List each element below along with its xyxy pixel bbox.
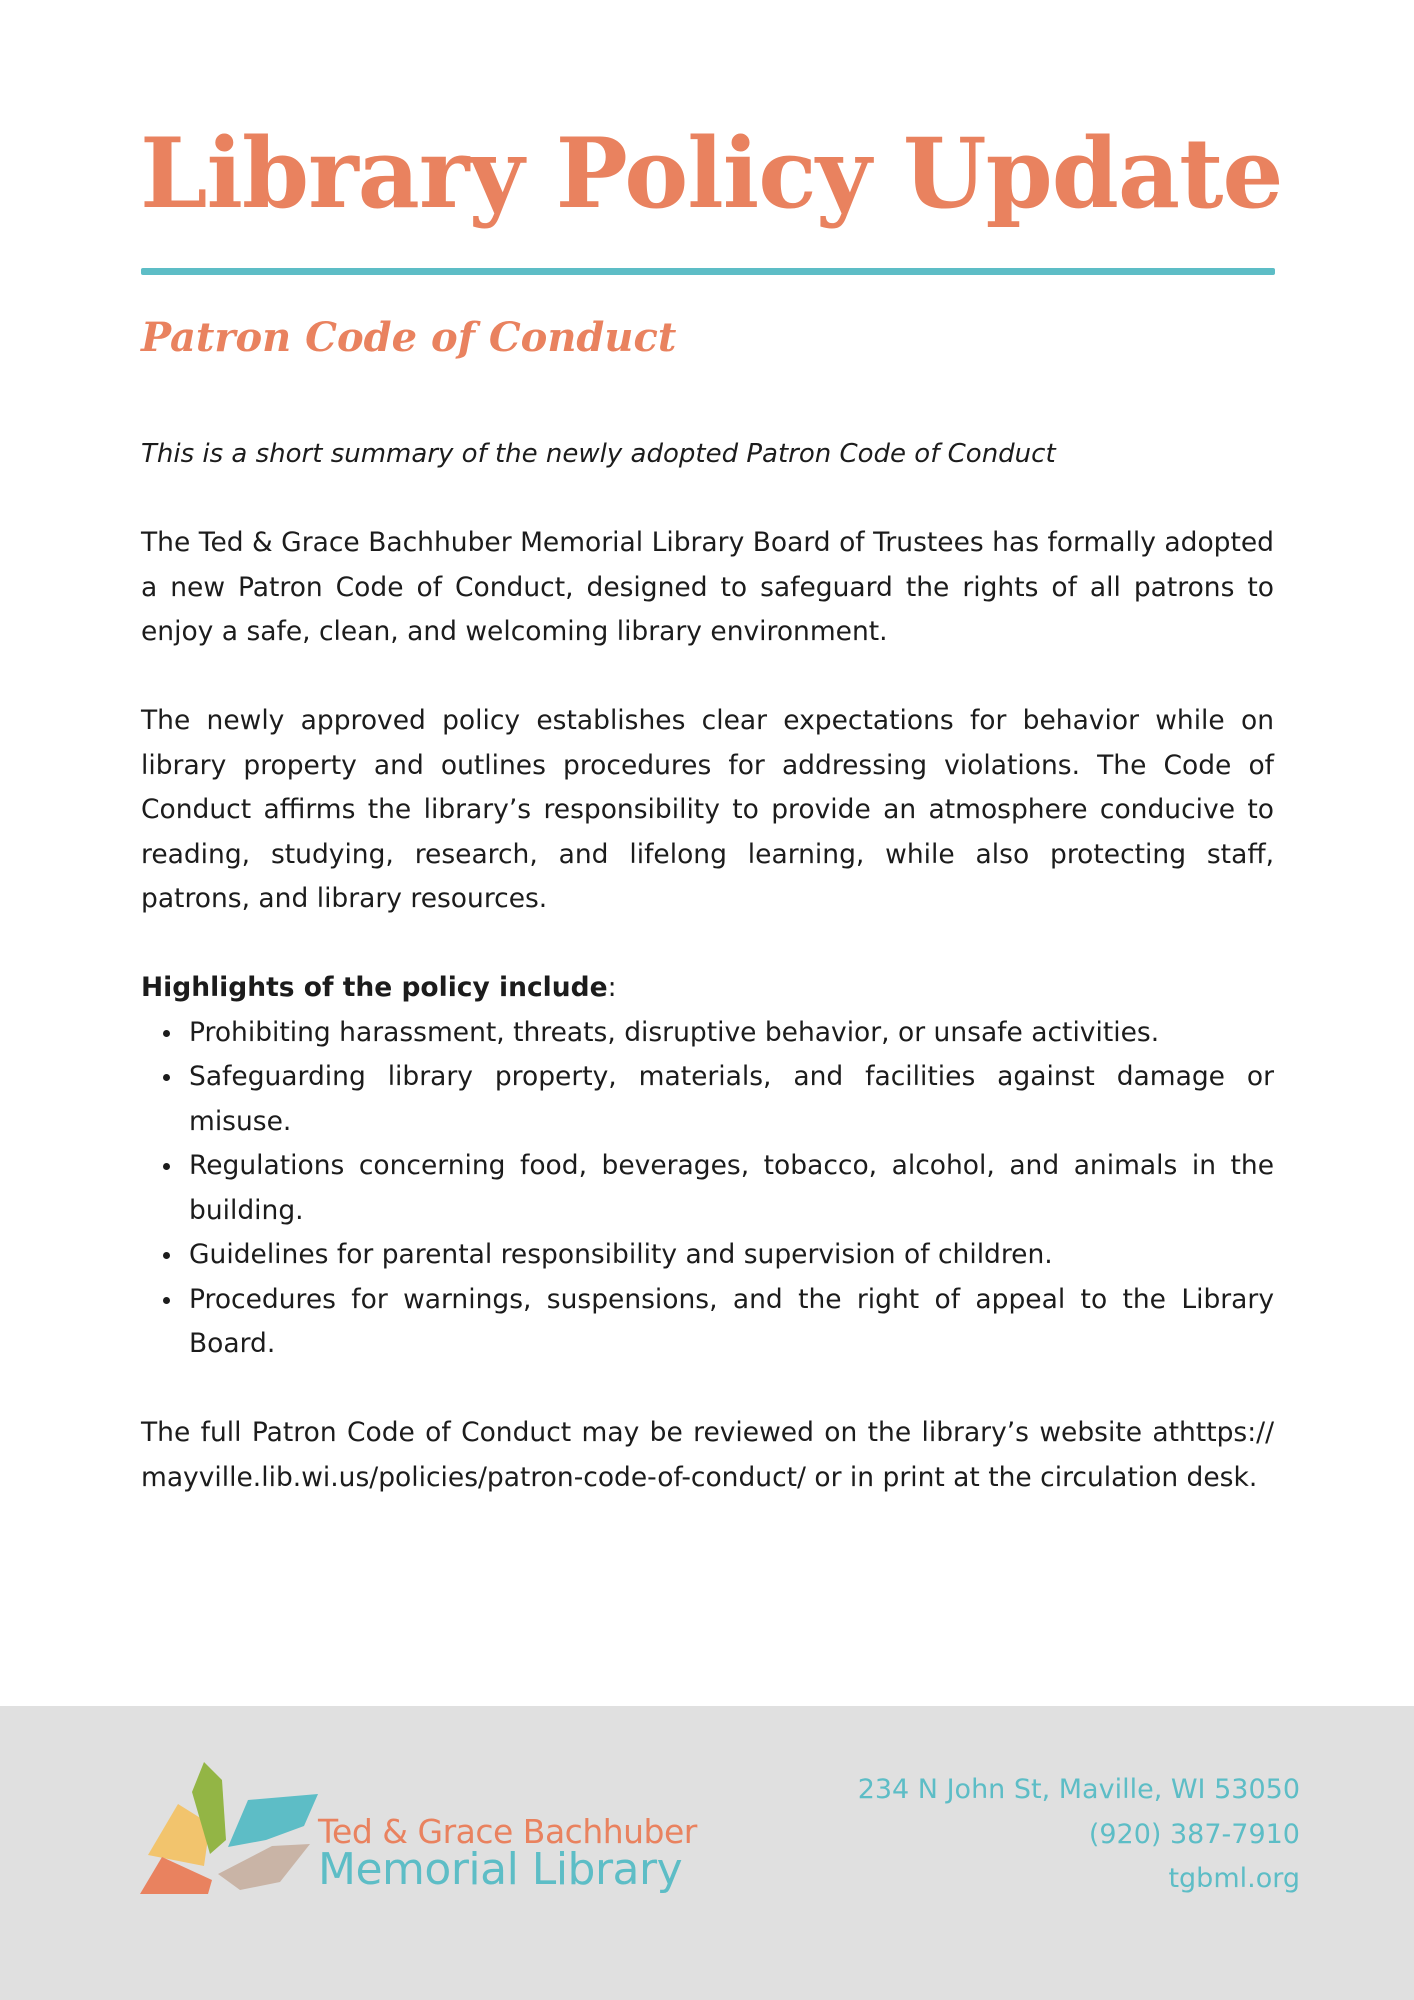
highlights-heading-text: Highlights of the policy include (141, 972, 608, 1003)
paragraph-closing: The full Patron Code of Conduct may be reviewed on the library’s website athttps://mayville.lib.wi.us/policies/patron-code-of-conduct/ or in print at the circulation desk. (141, 1417, 1274, 1493)
list-item: Procedures for warnings, suspensions, and the right of appeal to the Library Board. (141, 1278, 1274, 1367)
paragraph-adoption: The Ted & Grace Bachhuber Memorial Library Board of Trustees has formally adopted a new Patron Code of Conduct, designed to safeguard the rights of all patrons to enjoy a safe, clean, and welcoming library environment. (141, 527, 1274, 647)
highlights-heading (141, 966, 1274, 1011)
summary-text: This is a short summary of the newly adopted Patron Code of Conduct (141, 439, 1056, 469)
contact-info (858, 1768, 1300, 1902)
logo-petal-tan (218, 1844, 310, 1890)
website-link[interactable]: tgbml.org (1168, 1863, 1300, 1894)
phone-text: (920) 387-7910 (1088, 1818, 1300, 1850)
article-body (141, 432, 1274, 1500)
title-divider (141, 268, 1275, 275)
page-subtitle: Patron Code of Conduct (141, 314, 677, 361)
list-item: Guidelines for parental responsibility and supervision of children. (141, 1233, 1274, 1278)
address-text: 234 N John St, Maville, WI 53050 (857, 1774, 1300, 1805)
list-item: Regulations concerning food, beverages, tobacco, alcohol, and animals in the building. (141, 1144, 1274, 1233)
list-item: Safeguarding library property, materials, and facilities against damage or misuse. (141, 1055, 1274, 1144)
list-item: Prohibiting harassment, threats, disruptive behavior, or unsafe activities. (141, 1011, 1274, 1056)
highlights-list (141, 1011, 1274, 1367)
logo-petal-teal (228, 1794, 318, 1847)
page-title: Library Policy Update (140, 117, 1283, 230)
highlights-heading-colon: : (607, 972, 617, 1003)
logo-text-line1: Ted & Grace Bachhuber (318, 1812, 697, 1851)
paragraph-policy: The newly approved policy establishes clear expectations for behavior while on library property and outlines procedures for addressing violations. The Code of Conduct affirms the library’s responsibility to provide an atmosphere conducive to reading, studying, research, and lifelong learning, while also protecting staff, patrons, and library resources. (141, 705, 1274, 914)
library-logo-icon (140, 1762, 320, 1900)
logo-text-line2: Memorial Library (318, 1844, 683, 1895)
